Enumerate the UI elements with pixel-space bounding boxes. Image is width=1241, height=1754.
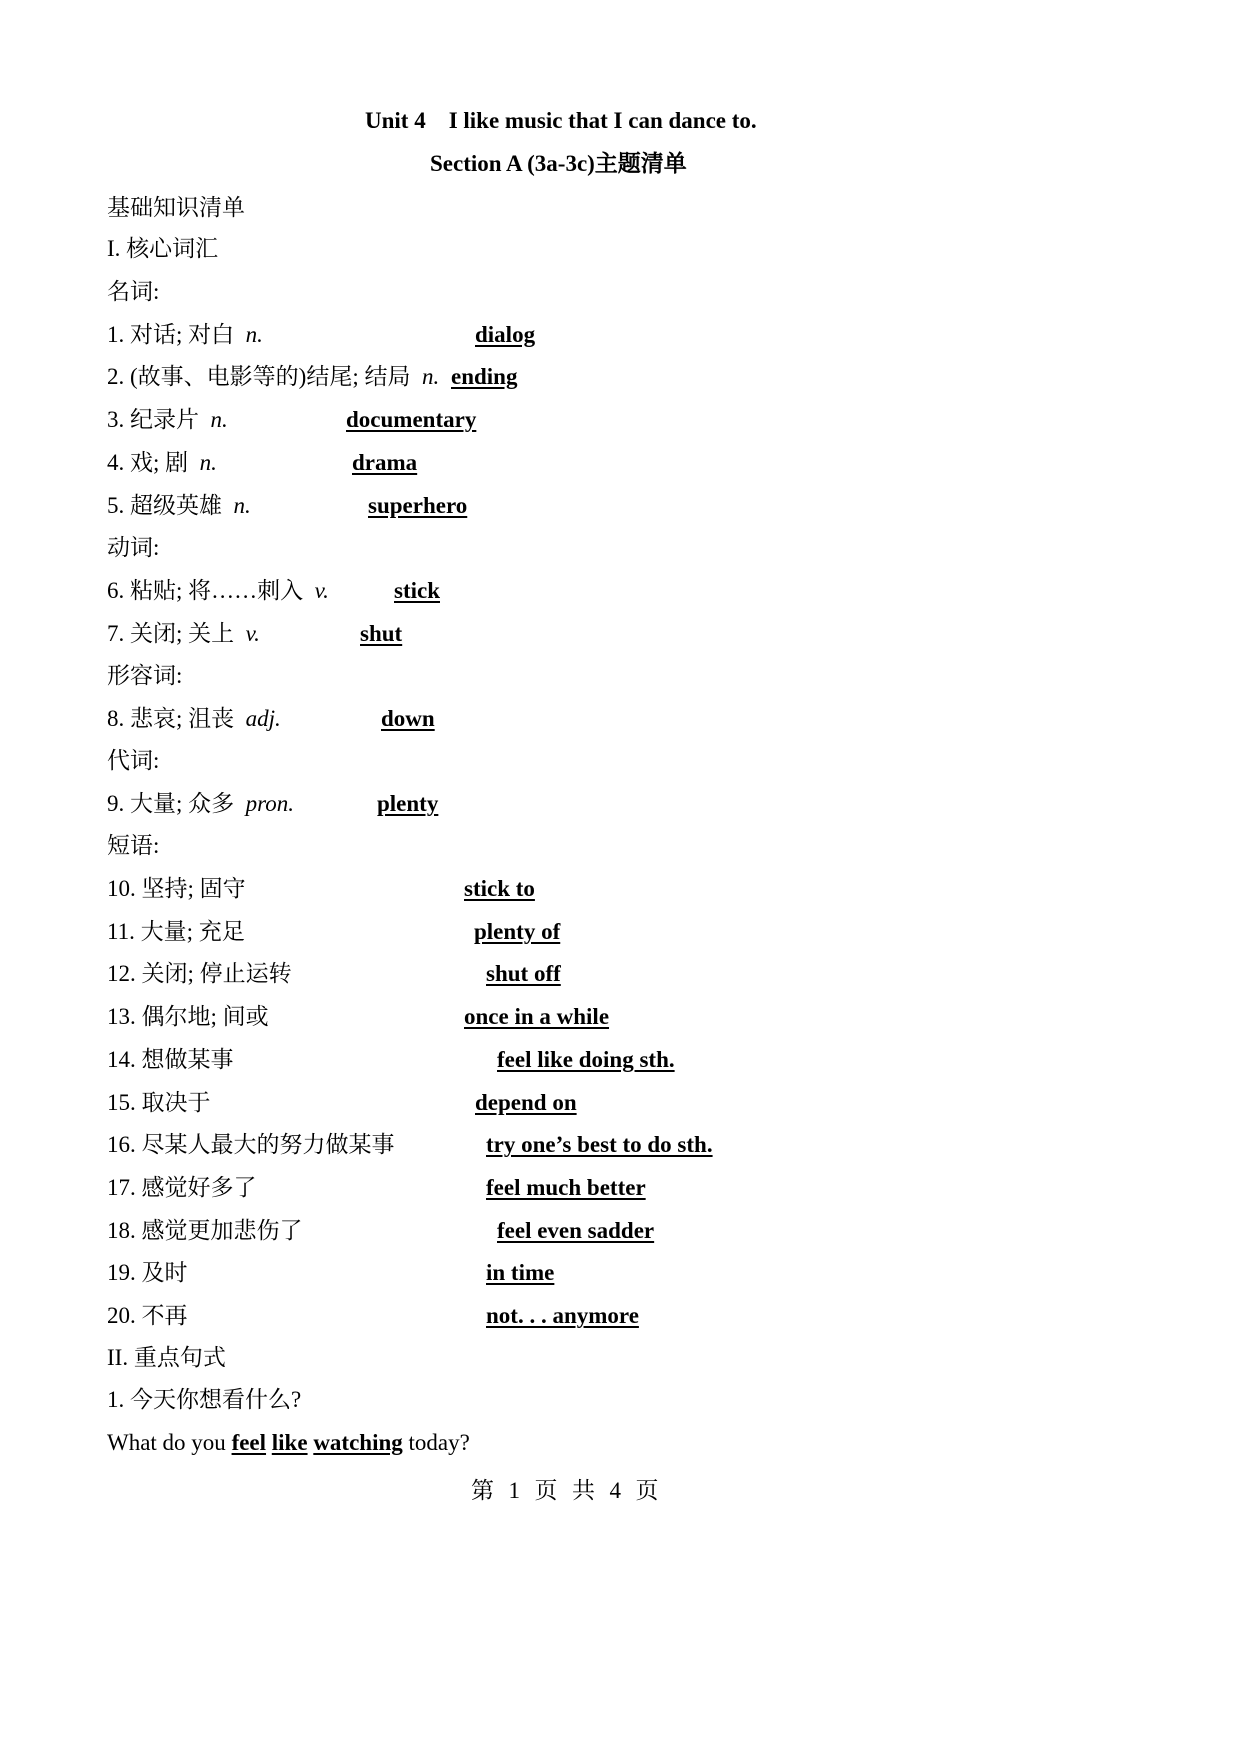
- answer: in time: [486, 1260, 555, 1285]
- page-footer: 第 1 页 共 4 页: [471, 1478, 660, 1503]
- item-chinese: 9. 大量; 众多: [107, 791, 235, 816]
- answer-blank: like: [271, 1430, 308, 1455]
- part-of-speech: n.: [210, 407, 228, 432]
- answer: depend on: [475, 1090, 577, 1115]
- item-chinese: 1. 对话; 对白: [107, 322, 235, 347]
- sentence-text: What do you: [107, 1430, 232, 1455]
- part-of-speech: n.: [199, 450, 217, 475]
- list-item: 14. 想做某事: [107, 1047, 234, 1072]
- part-of-speech: n.: [245, 322, 263, 347]
- item-chinese: 8. 悲哀; 沮丧: [107, 706, 235, 731]
- sentence-english: [107, 1428, 470, 1458]
- list-item: 18. 感觉更加悲伤了: [107, 1218, 303, 1243]
- part-of-speech: adj.: [245, 706, 281, 731]
- sentence-text: today?: [402, 1430, 470, 1455]
- item-chinese: 3. 纪录片: [107, 407, 199, 432]
- part-of-speech: n.: [421, 364, 440, 389]
- answer: once in a while: [464, 1004, 610, 1029]
- list-item: 15. 取决于: [107, 1090, 211, 1115]
- part-of-speech: v.: [245, 621, 260, 646]
- part-of-speech: v.: [314, 578, 329, 603]
- answer: superhero: [368, 493, 468, 518]
- list-item: [107, 576, 329, 606]
- page-title: Unit 4 I like music that I can dance to.: [365, 108, 757, 133]
- list-item: 20. 不再: [107, 1303, 188, 1328]
- page-subtitle: Section A (3a-3c)主题清单: [430, 151, 687, 176]
- list-item: [107, 704, 281, 734]
- list-item: [107, 448, 217, 478]
- list-item: [107, 405, 228, 435]
- list-item: [107, 320, 263, 350]
- list-item: 13. 偶尔地; 间或: [107, 1004, 269, 1029]
- answer: shut: [360, 621, 403, 646]
- item-chinese: 4. 戏; 剧: [107, 450, 189, 475]
- list-item: 10. 坚持; 固守: [107, 876, 246, 901]
- answer: drama: [352, 450, 418, 475]
- category-pronoun: 代词:: [107, 748, 160, 773]
- part-of-speech: n.: [233, 493, 251, 518]
- list-item: 16. 尽某人最大的努力做某事: [107, 1132, 395, 1157]
- part-of-speech: pron.: [245, 791, 294, 816]
- answer: documentary: [346, 407, 477, 432]
- section-vocab-heading: I. 核心词汇: [107, 236, 219, 261]
- item-chinese: 2. (故事、电影等的)结尾; 结局: [107, 364, 411, 389]
- answer: down: [381, 706, 435, 731]
- answer-blank: watching: [313, 1430, 403, 1455]
- list-item: 19. 及时: [107, 1260, 188, 1285]
- section-basic-heading: 基础知识清单: [107, 195, 245, 220]
- answer: try one’s best to do sth.: [486, 1132, 713, 1157]
- answer: feel even sadder: [497, 1218, 655, 1243]
- answer: feel much better: [486, 1175, 646, 1200]
- answer: not. . . anymore: [486, 1303, 639, 1328]
- answer: ending: [451, 364, 518, 389]
- category-noun: 名词:: [107, 279, 160, 304]
- list-item: [107, 491, 251, 521]
- list-item: [107, 362, 439, 392]
- section-sentences-heading: II. 重点句式: [107, 1345, 226, 1370]
- category-phrase: 短语:: [107, 833, 160, 858]
- answer: feel like doing sth.: [497, 1047, 675, 1072]
- list-item: [107, 789, 294, 819]
- category-verb: 动词:: [107, 535, 160, 560]
- list-item: 17. 感觉好多了: [107, 1175, 257, 1200]
- list-item: [107, 619, 260, 649]
- answer: plenty: [377, 791, 439, 816]
- category-adjective: 形容词:: [107, 663, 183, 688]
- item-chinese: 6. 粘贴; 将……刺入: [107, 578, 304, 603]
- answer: shut off: [486, 961, 561, 986]
- list-item: 11. 大量; 充足: [107, 919, 245, 944]
- sentence-chinese: 1. 今天你想看什么?: [107, 1387, 302, 1412]
- answer: stick: [394, 578, 440, 603]
- item-chinese: 7. 关闭; 关上: [107, 621, 235, 646]
- answer: plenty of: [474, 919, 561, 944]
- answer: dialog: [475, 322, 536, 347]
- list-item: 12. 关闭; 停止运转: [107, 961, 292, 986]
- answer-blank: feel: [231, 1430, 267, 1455]
- item-chinese: 5. 超级英雄: [107, 493, 222, 518]
- answer: stick to: [464, 876, 535, 901]
